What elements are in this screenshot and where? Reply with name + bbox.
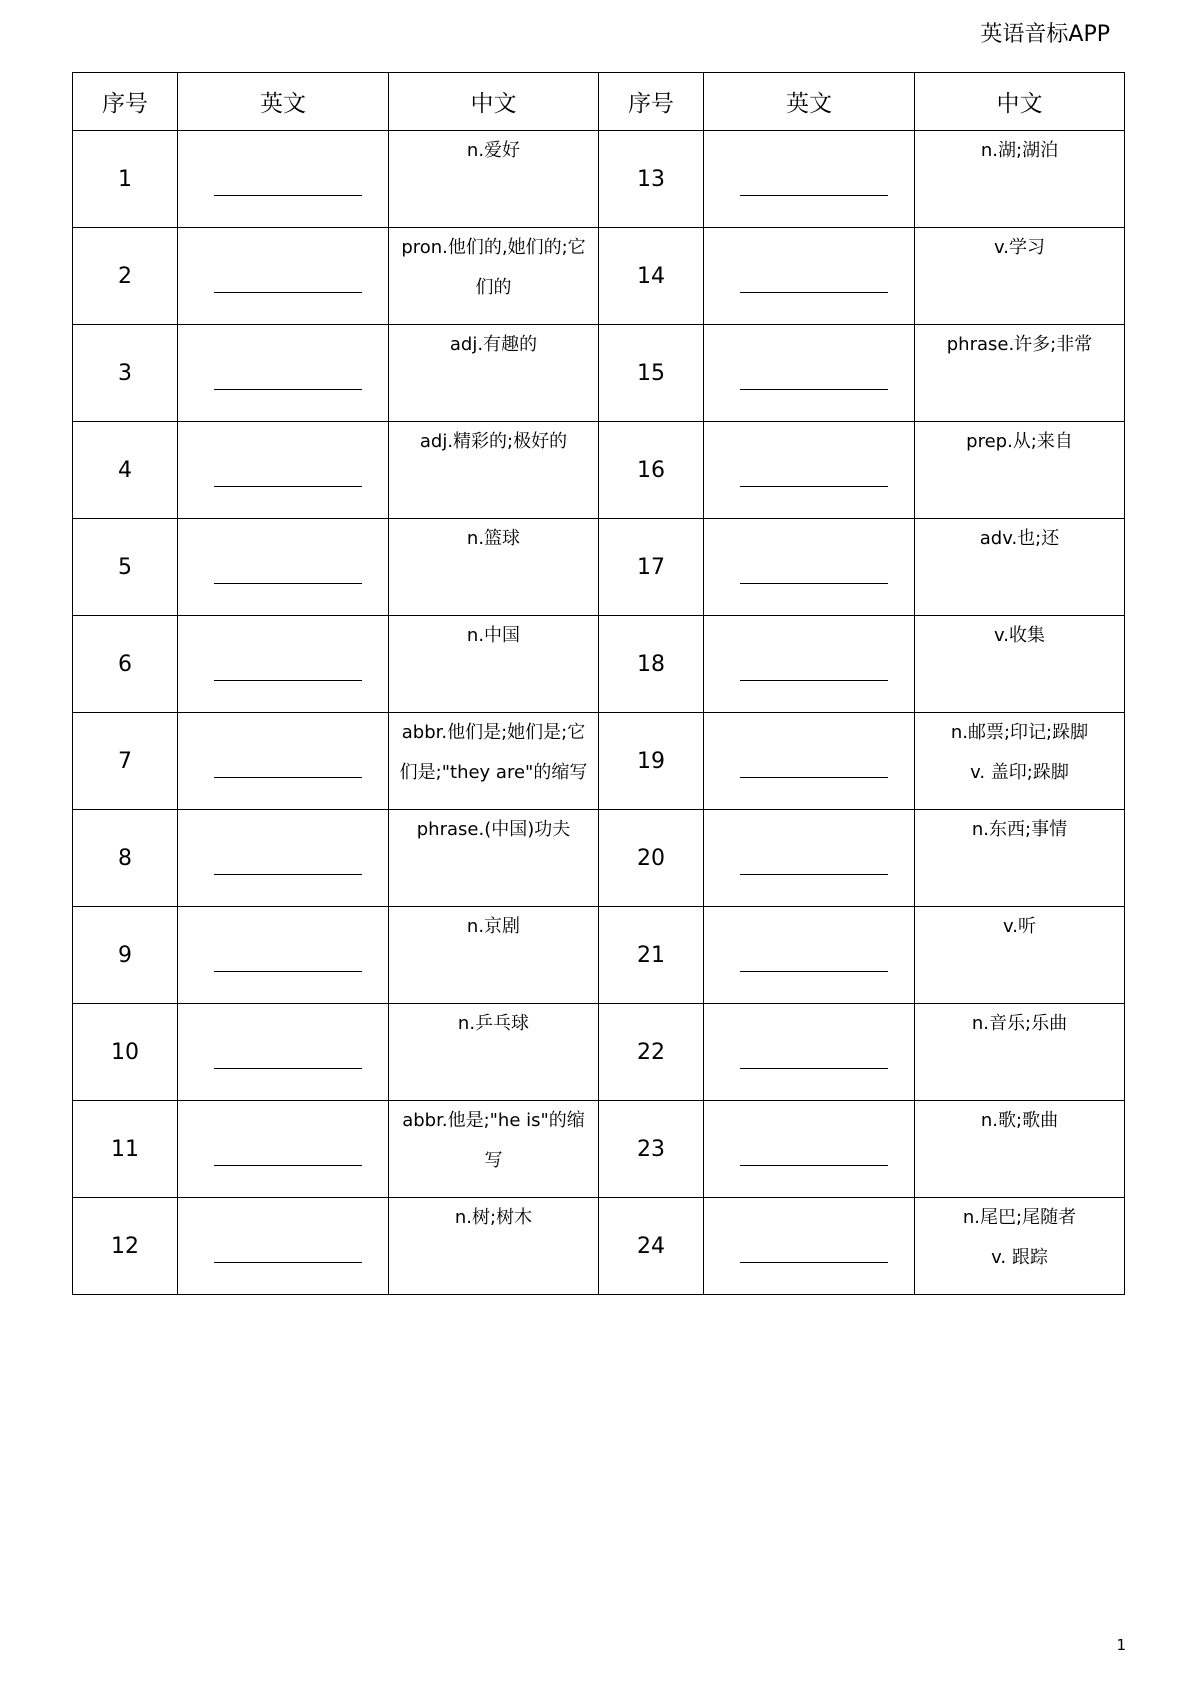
chinese-meaning	[915, 907, 1125, 1004]
header-number: 序号	[599, 73, 704, 131]
table-row	[73, 1101, 1125, 1198]
chinese-meaning	[915, 713, 1125, 810]
answer-blank-line	[214, 971, 362, 972]
chinese-meaning	[389, 228, 599, 325]
answer-blank-line	[740, 1262, 888, 1263]
entry-number: 2	[73, 228, 178, 325]
table-row	[73, 131, 1125, 228]
english-answer-cell[interactable]	[704, 228, 915, 325]
meaning-line: 们的	[475, 277, 512, 298]
answer-blank-line	[740, 292, 888, 293]
entry-number: 20	[599, 810, 704, 907]
table-row	[73, 1198, 1125, 1295]
chinese-meaning	[389, 519, 599, 616]
header-english: 英文	[178, 73, 389, 131]
answer-blank-line	[740, 195, 888, 196]
chinese-meaning	[389, 907, 599, 1004]
english-answer-cell[interactable]	[704, 713, 915, 810]
english-answer-cell[interactable]	[704, 519, 915, 616]
english-answer-cell[interactable]	[704, 616, 915, 713]
table-row	[73, 422, 1125, 519]
page-number: 1	[1116, 1636, 1126, 1654]
entry-number: 19	[599, 713, 704, 810]
meaning-line: v.收集	[994, 625, 1045, 646]
meaning-line: v. 盖印;跺脚	[970, 762, 1069, 783]
chinese-meaning	[389, 131, 599, 228]
english-answer-cell[interactable]	[178, 616, 389, 713]
meaning-line: abbr.他们是;她们是;它	[401, 722, 586, 743]
meaning-line: phrase.(中国)功夫	[416, 819, 571, 840]
english-answer-cell[interactable]	[704, 810, 915, 907]
entry-number: 11	[73, 1101, 178, 1198]
answer-blank-line	[214, 1262, 362, 1263]
entry-number: 1	[73, 131, 178, 228]
chinese-meaning	[389, 810, 599, 907]
english-answer-cell[interactable]	[178, 907, 389, 1004]
entry-number: 24	[599, 1198, 704, 1295]
meaning-line: 们是;"they are"的缩写	[399, 762, 588, 783]
meaning-line: n.邮票;印记;跺脚	[950, 722, 1089, 743]
chinese-meaning	[389, 325, 599, 422]
meaning-line: n.篮球	[466, 528, 521, 549]
entry-number: 21	[599, 907, 704, 1004]
meaning-line: phrase.许多;非常	[946, 334, 1093, 355]
answer-blank-line	[740, 874, 888, 875]
english-answer-cell[interactable]	[704, 131, 915, 228]
entry-number: 18	[599, 616, 704, 713]
entry-number: 5	[73, 519, 178, 616]
entry-number: 17	[599, 519, 704, 616]
table-row	[73, 810, 1125, 907]
meaning-line: 写	[484, 1150, 503, 1171]
table-row	[73, 228, 1125, 325]
answer-blank-line	[214, 1068, 362, 1069]
chinese-meaning	[915, 616, 1125, 713]
meaning-line: n.乒乓球	[457, 1013, 530, 1034]
table-row	[73, 616, 1125, 713]
chinese-meaning	[915, 1004, 1125, 1101]
meaning-line: v.学习	[994, 237, 1045, 258]
answer-blank-line	[214, 777, 362, 778]
answer-blank-line	[740, 1165, 888, 1166]
answer-blank-line	[740, 583, 888, 584]
meaning-line: prep.从;来自	[966, 431, 1073, 452]
entry-number: 4	[73, 422, 178, 519]
meaning-line: n.湖;湖泊	[980, 140, 1059, 161]
meaning-line: abbr.他是;"he is"的缩	[402, 1110, 585, 1131]
meaning-line: n.音乐;乐曲	[971, 1013, 1068, 1034]
meaning-line: n.东西;事情	[971, 819, 1068, 840]
meaning-line: n.爱好	[466, 140, 521, 161]
english-answer-cell[interactable]	[704, 325, 915, 422]
english-answer-cell[interactable]	[178, 1004, 389, 1101]
entry-number: 6	[73, 616, 178, 713]
answer-blank-line	[740, 486, 888, 487]
answer-blank-line	[214, 874, 362, 875]
english-answer-cell[interactable]	[704, 1004, 915, 1101]
chinese-meaning	[915, 1198, 1125, 1295]
answer-blank-line	[740, 971, 888, 972]
meaning-line: n.中国	[466, 625, 521, 646]
entry-number: 10	[73, 1004, 178, 1101]
english-answer-cell[interactable]	[178, 810, 389, 907]
english-answer-cell[interactable]	[178, 713, 389, 810]
chinese-meaning	[915, 810, 1125, 907]
table-row	[73, 519, 1125, 616]
english-answer-cell[interactable]	[178, 325, 389, 422]
entry-number: 13	[599, 131, 704, 228]
header-chinese: 中文	[389, 73, 599, 131]
entry-number: 8	[73, 810, 178, 907]
chinese-meaning	[915, 422, 1125, 519]
chinese-meaning	[915, 325, 1125, 422]
chinese-meaning	[389, 713, 599, 810]
header-row	[73, 73, 1125, 131]
english-answer-cell[interactable]	[704, 907, 915, 1004]
entry-number: 7	[73, 713, 178, 810]
answer-blank-line	[214, 680, 362, 681]
english-answer-cell[interactable]	[178, 131, 389, 228]
english-answer-cell[interactable]	[704, 1198, 915, 1295]
chinese-meaning	[389, 1004, 599, 1101]
meaning-line: v.听	[1003, 916, 1036, 937]
answer-blank-line	[740, 777, 888, 778]
entry-number: 12	[73, 1198, 178, 1295]
table-row	[73, 713, 1125, 810]
entry-number: 9	[73, 907, 178, 1004]
english-answer-cell[interactable]	[704, 422, 915, 519]
chinese-meaning	[915, 519, 1125, 616]
answer-blank-line	[214, 195, 362, 196]
table-body	[73, 131, 1125, 1295]
meaning-line: n.树;树木	[454, 1207, 533, 1228]
chinese-meaning	[389, 616, 599, 713]
header-chinese: 中文	[915, 73, 1125, 131]
meaning-line: adj.有趣的	[449, 334, 538, 355]
answer-blank-line	[740, 1068, 888, 1069]
meaning-line: n.京剧	[466, 916, 521, 937]
answer-blank-line	[740, 680, 888, 681]
table-row	[73, 907, 1125, 1004]
chinese-meaning	[389, 1198, 599, 1295]
meaning-line: adv.也;还	[979, 528, 1060, 549]
answer-blank-line	[214, 389, 362, 390]
table-row	[73, 1004, 1125, 1101]
chinese-meaning	[915, 228, 1125, 325]
meaning-line: n.歌;歌曲	[980, 1110, 1059, 1131]
answer-blank-line	[740, 389, 888, 390]
chinese-meaning	[915, 131, 1125, 228]
english-answer-cell[interactable]	[178, 228, 389, 325]
english-answer-cell[interactable]	[704, 1101, 915, 1198]
entry-number: 14	[599, 228, 704, 325]
entry-number: 3	[73, 325, 178, 422]
entry-number: 22	[599, 1004, 704, 1101]
chinese-meaning	[389, 422, 599, 519]
meaning-line: pron.他们的,她们的;它	[401, 237, 586, 258]
meaning-line: n.尾巴;尾随者	[962, 1207, 1077, 1228]
entry-number: 15	[599, 325, 704, 422]
answer-blank-line	[214, 486, 362, 487]
meaning-line: v. 跟踪	[991, 1247, 1048, 1268]
english-answer-cell[interactable]	[178, 422, 389, 519]
meaning-line: adj.精彩的;极好的	[419, 431, 568, 452]
header-english: 英文	[704, 73, 915, 131]
chinese-meaning	[915, 1101, 1125, 1198]
header-number: 序号	[73, 73, 178, 131]
brand-title: 英语音标APP	[980, 22, 1110, 47]
chinese-meaning	[389, 1101, 599, 1198]
english-answer-cell[interactable]	[178, 519, 389, 616]
vocabulary-table	[72, 72, 1125, 1295]
english-answer-cell[interactable]	[178, 1101, 389, 1198]
answer-blank-line	[214, 583, 362, 584]
table-row	[73, 325, 1125, 422]
answer-blank-line	[214, 1165, 362, 1166]
entry-number: 16	[599, 422, 704, 519]
entry-number: 23	[599, 1101, 704, 1198]
english-answer-cell[interactable]	[178, 1198, 389, 1295]
answer-blank-line	[214, 292, 362, 293]
